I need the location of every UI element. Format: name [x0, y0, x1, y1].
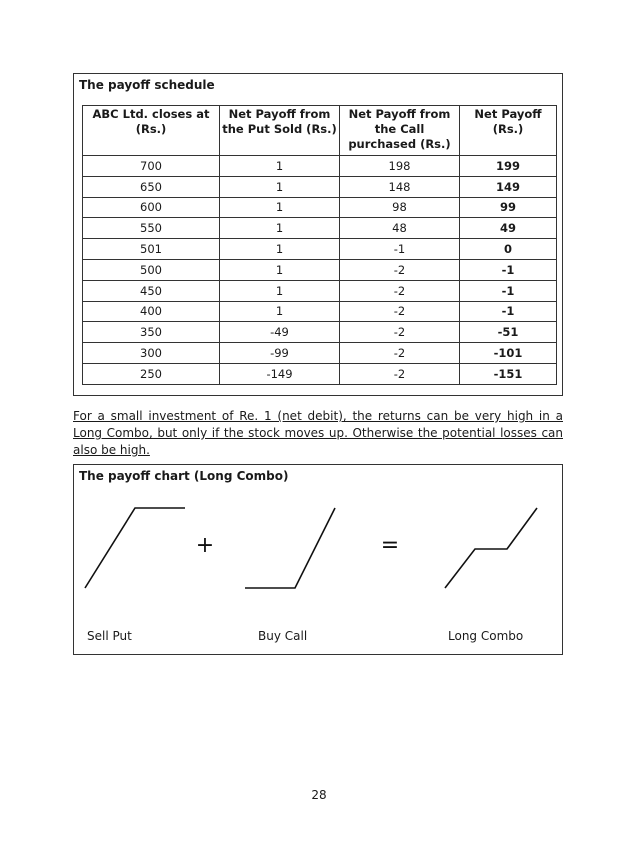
chart-title: The payoff chart (Long Combo) [79, 469, 289, 483]
table-cell: 700 [83, 156, 220, 177]
sell-put-label: Sell Put [87, 629, 132, 643]
page-number: 28 [311, 788, 327, 802]
table-row [83, 301, 557, 322]
table-cell: 650 [83, 176, 220, 197]
table-cell: -1 [460, 280, 557, 301]
table-row [83, 259, 557, 280]
table-cell: -151 [460, 363, 557, 384]
table-cell: 300 [83, 343, 220, 364]
buy-call-payoff-line [245, 508, 335, 588]
table-cell: -1 [460, 259, 557, 280]
table-cell: -101 [460, 343, 557, 364]
table-cell: -2 [340, 343, 460, 364]
payoff-chart-box [73, 464, 563, 655]
table-cell: 49 [460, 218, 557, 239]
table-cell: 1 [220, 280, 340, 301]
table-row [83, 197, 557, 218]
table-cell: -2 [340, 322, 460, 343]
table-cell: 1 [220, 218, 340, 239]
table-cell: -49 [220, 322, 340, 343]
table-cell: 0 [460, 239, 557, 260]
table-cell: -51 [460, 322, 557, 343]
explanation-paragraph: For a small investment of Re. 1 (net debit), the returns can be very high in a Long Combo, but only if the stock moves up. Otherwise the potential losses can also be high. [73, 409, 563, 457]
table-cell: 98 [340, 197, 460, 218]
table-cell: 1 [220, 239, 340, 260]
table-cell: 99 [460, 197, 557, 218]
header-put-sold: Net Payoff from the Put Sold (Rs.) [220, 106, 340, 156]
table-cell: 400 [83, 301, 220, 322]
table-cell: 350 [83, 322, 220, 343]
table-cell: 250 [83, 363, 220, 384]
table-row [83, 239, 557, 260]
table-cell: 550 [83, 218, 220, 239]
header-net-payoff: Net Payoff (Rs.) [460, 106, 557, 156]
table-row [83, 280, 557, 301]
table-row [83, 363, 557, 384]
table-cell: 148 [340, 176, 460, 197]
table-cell: 1 [220, 301, 340, 322]
long-combo-label: Long Combo [448, 629, 524, 643]
table-cell: 501 [83, 239, 220, 260]
schedule-title: The payoff schedule [79, 78, 215, 92]
table-header-row [83, 106, 557, 156]
table-cell: -99 [220, 343, 340, 364]
table-cell: -1 [340, 239, 460, 260]
table-cell: 1 [220, 197, 340, 218]
equals-symbol: = [380, 533, 400, 558]
long-combo-payoff-line [445, 508, 537, 588]
buy-call-label: Buy Call [258, 629, 308, 643]
table-cell: 500 [83, 259, 220, 280]
table-row [83, 176, 557, 197]
table-cell: 1 [220, 156, 340, 177]
table-cell: 450 [83, 280, 220, 301]
header-closes-at: ABC Ltd. closes at (Rs.) [83, 106, 220, 156]
table-cell: -2 [340, 363, 460, 384]
table-cell: 198 [340, 156, 460, 177]
payoff-schedule-box [73, 73, 563, 396]
table-row [83, 218, 557, 239]
table-cell: -2 [340, 259, 460, 280]
payoff-table [82, 105, 557, 385]
table-cell: 1 [220, 176, 340, 197]
sell-put-payoff-line [85, 508, 185, 588]
table-row [83, 156, 557, 177]
table-cell: -2 [340, 280, 460, 301]
table-cell: -149 [220, 363, 340, 384]
plus-symbol: + [195, 533, 215, 558]
table-row [83, 343, 557, 364]
table-cell: 48 [340, 218, 460, 239]
payoff-diagrams [74, 465, 562, 654]
table-cell: 199 [460, 156, 557, 177]
table-cell: -2 [340, 301, 460, 322]
header-call-purchased: Net Payoff from the Call purchased (Rs.) [340, 106, 460, 156]
table-cell: 600 [83, 197, 220, 218]
table-row [83, 322, 557, 343]
table-cell: -1 [460, 301, 557, 322]
table-cell: 149 [460, 176, 557, 197]
table-cell: 1 [220, 259, 340, 280]
